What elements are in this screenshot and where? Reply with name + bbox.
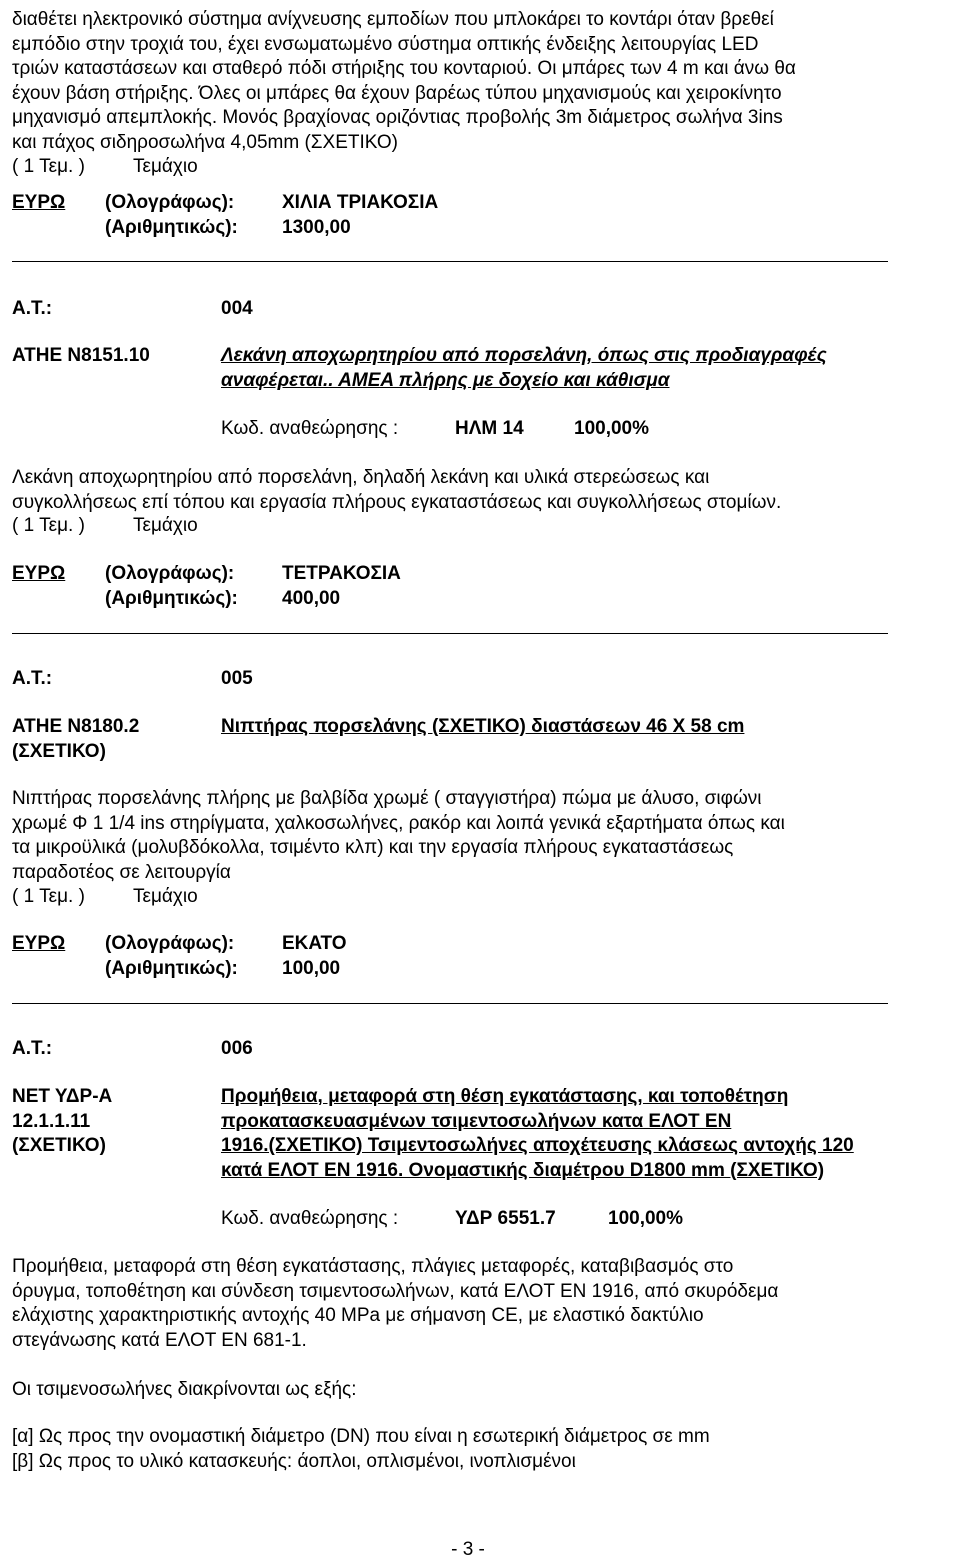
price-number-label: (Αριθμητικώς): bbox=[105, 588, 238, 609]
price-block bbox=[12, 932, 888, 982]
text-line: συγκολλήσεως επί τόπου και εργασία πλήρους εγκαταστάσεως και συγκολλήσεως στομίων. bbox=[12, 491, 782, 513]
price-words: ΧΙΛΙΑ ΤΡΙΑΚΟΣΙΑ bbox=[282, 192, 439, 213]
text-line: μηχανισμό απεμπλοκής. Μονός βραχίονας οριζόντιας προβολής 3m διάμετρος σωλήνα 3ins bbox=[12, 107, 783, 128]
price-number: 100,00 bbox=[282, 958, 341, 979]
price-number-label: (Αριθμητικώς): bbox=[105, 217, 238, 238]
text-line: Νιπτήρας πορσελάνης πλήρης με βαλβίδα χρωμέ ( σταγγιστήρα) πώμα με άλυσο, σιφώνι bbox=[12, 788, 762, 809]
title-line: Λεκάνη αποχωρητηρίου από πορσελάνη, όπως στις προδιαγραφές bbox=[221, 345, 827, 366]
title-line: αναφέρεται.. ΑΜΕΑ πλήρης με δοχείο και κάθισμα bbox=[221, 369, 670, 391]
item-code-line: ΑΤΗΕ Ν8180.2 bbox=[12, 716, 140, 737]
item-title bbox=[221, 344, 901, 393]
price-block bbox=[12, 562, 888, 612]
divider bbox=[12, 261, 888, 262]
at-number: 005 bbox=[221, 668, 253, 689]
unit-name: Τεμάχιο bbox=[133, 515, 198, 536]
revision-label: Κωδ. αναθεώρησης : bbox=[221, 1208, 399, 1229]
text-line: Λεκάνη αποχωρητηρίου από πορσελάνη, δηλαδή λεκάνη και υλικά στερεώσεως και bbox=[12, 467, 710, 488]
text-line: διαθέτει ηλεκτρονικό σύστημα ανίχνευσης εμποδίων που μπλοκάρει το κοντάρι όταν βρεθεί bbox=[12, 9, 774, 30]
note-line bbox=[12, 1378, 888, 1403]
price-number: 1300,00 bbox=[282, 217, 351, 238]
revision-percent: 100,00% bbox=[608, 1208, 684, 1229]
item-title bbox=[221, 715, 901, 740]
price-words-label: (Ολογράφως): bbox=[105, 563, 235, 584]
item-description bbox=[12, 1255, 888, 1353]
text-line: όρυγμα, τοποθέτηση και σύνδεση τσιμεντοσωλήνων, κατά ΕΛΟΤ ΕΝ 1916, από σκυρόδεμα bbox=[12, 1280, 779, 1302]
currency-label: ΕΥΡΩ bbox=[12, 563, 66, 584]
revision-code: ΥΔΡ 6551.7 bbox=[455, 1208, 556, 1229]
text-line: στεγάνωσης κατά ΕΛΟΤ ΕΝ 681-1. bbox=[12, 1329, 307, 1351]
unit-line bbox=[12, 155, 198, 180]
text-line: παραδοτέος σε λειτουργία bbox=[12, 861, 231, 883]
item-description bbox=[12, 787, 888, 885]
text-line: εμπόδιο στην τροχιά του, έχει ενσωματωμένο σύστημα οπτικής ένδειξης λειτουργίας LED bbox=[12, 33, 759, 55]
price-words-label: (Ολογράφως): bbox=[105, 192, 235, 213]
list-item: [α] Ως προς την ονομαστική διάμετρο (DN) που είναι η εσωτερική διάμετρος σε mm bbox=[12, 1426, 710, 1447]
item-code bbox=[12, 715, 212, 764]
text-line: Οι τσιμενοσωλήνες διακρίνονται ως εξής: bbox=[12, 1379, 357, 1400]
text-line: ελάχιστης χαρακτηριστικής αντοχής 40 MPa με σήμανση CE, με ελαστικό δακτύλιο bbox=[12, 1305, 704, 1326]
unit-name: Τεμάχιο bbox=[133, 886, 198, 907]
title-line: Νιπτήρας πορσελάνης (ΣΧΕΤΙΚΟ) διαστάσεων 46 Χ 58 cm bbox=[221, 716, 745, 737]
price-block bbox=[12, 191, 888, 241]
item-code bbox=[12, 1085, 212, 1159]
intro-paragraph bbox=[12, 8, 888, 155]
text-line: Προμήθεια, μεταφορά στη θέση εγκατάστασης, πλάγιες μεταφορές, καταβιβασμός στο bbox=[12, 1256, 734, 1277]
divider bbox=[12, 633, 888, 634]
classification-list bbox=[12, 1425, 888, 1474]
at-label: Α.Τ.: bbox=[12, 1038, 53, 1059]
at-label: Α.Τ.: bbox=[12, 668, 53, 689]
text-line: και πάχος σιδηροσωλήνα 4,05mm (ΣΧΕΤΙΚΟ) bbox=[12, 131, 398, 153]
unit-name: Τεμάχιο bbox=[133, 156, 198, 177]
price-words: ΕΚΑΤΟ bbox=[282, 933, 347, 954]
item-code bbox=[12, 344, 212, 369]
unit-quantity: ( 1 Τεμ. ) bbox=[12, 515, 85, 536]
title-line: Προμήθεια, μεταφορά στη θέση εγκατάστασης, και τοποθέτηση bbox=[221, 1086, 789, 1107]
text-line: τριών καταστάσεων και σταθερό πόδι στήριξης του κονταριού. Οι μπάρες των 4 m και άνω θα bbox=[12, 58, 796, 79]
item-code-line: ΑΤΗΕ Ν8151.10 bbox=[12, 345, 150, 366]
item-code-line: (ΣΧΕΤΙΚΟ) bbox=[12, 740, 106, 762]
item-description bbox=[12, 466, 888, 515]
at-number: 006 bbox=[221, 1038, 253, 1059]
unit-line bbox=[12, 885, 198, 910]
text-line: έχουν βάση στήριξης. Όλες οι μπάρες θα έχουν βαρέως τύπου μηχανισμούς και χειροκίνητο bbox=[12, 82, 782, 104]
revision-code: ΗΛΜ 14 bbox=[455, 418, 524, 439]
page-number: - 3 - bbox=[451, 1539, 485, 1560]
price-number: 400,00 bbox=[282, 588, 341, 609]
price-words: ΤΕΤΡΑΚΟΣΙΑ bbox=[282, 563, 401, 584]
unit-line bbox=[12, 514, 198, 539]
price-number-label: (Αριθμητικώς): bbox=[105, 958, 238, 979]
at-number: 004 bbox=[221, 298, 253, 319]
title-line: προκατασκευασμένων τσιμεντοσωλήνων κατα ΕΛΟΤ ΕΝ bbox=[221, 1110, 732, 1132]
revision-percent: 100,00% bbox=[574, 418, 650, 439]
item-code-line: (ΣΧΕΤΙΚΟ) bbox=[12, 1135, 106, 1156]
price-words-label: (Ολογράφως): bbox=[105, 933, 235, 954]
text-line: τα μικροϋλικά (μολυβδόκολλα, τσιμέντο κλπ) και την εργασία πλήρους εγκαταστάσεως bbox=[12, 837, 734, 858]
revision-label: Κωδ. αναθεώρησης : bbox=[221, 418, 399, 439]
at-label: Α.Τ.: bbox=[12, 298, 53, 319]
title-line: κατά ΕΛΟΤ ΕΝ 1916. Ονομαστικής διαμέτρου D1800 mm (ΣΧΕΤΙΚΟ) bbox=[221, 1159, 825, 1181]
unit-quantity: ( 1 Τεμ. ) bbox=[12, 886, 85, 907]
currency-label: ΕΥΡΩ bbox=[12, 192, 66, 213]
list-item: [β] Ως προς το υλικό κατασκευής: άοπλοι, οπλισμένοι, ινοπλισμένοι bbox=[12, 1450, 576, 1472]
item-title bbox=[221, 1085, 901, 1183]
divider bbox=[12, 1003, 888, 1004]
currency-label: ΕΥΡΩ bbox=[12, 933, 66, 954]
item-code-line: ΝΕΤ ΥΔΡ-Α bbox=[12, 1086, 113, 1107]
title-line: 1916.(ΣΧΕΤΙΚΟ) Τσιμεντοσωλήνες αποχέτευσης κλάσεως αντοχής 120 bbox=[221, 1135, 854, 1156]
item-code-line: 12.1.1.11 bbox=[12, 1110, 91, 1132]
unit-quantity: ( 1 Τεμ. ) bbox=[12, 156, 85, 177]
text-line: χρωμέ Φ 1 1/4 ins στηρίγματα, χαλκοσωλήνες, ρακόρ και λοιπά γενικά εξαρτήματα όπως και bbox=[12, 812, 785, 834]
